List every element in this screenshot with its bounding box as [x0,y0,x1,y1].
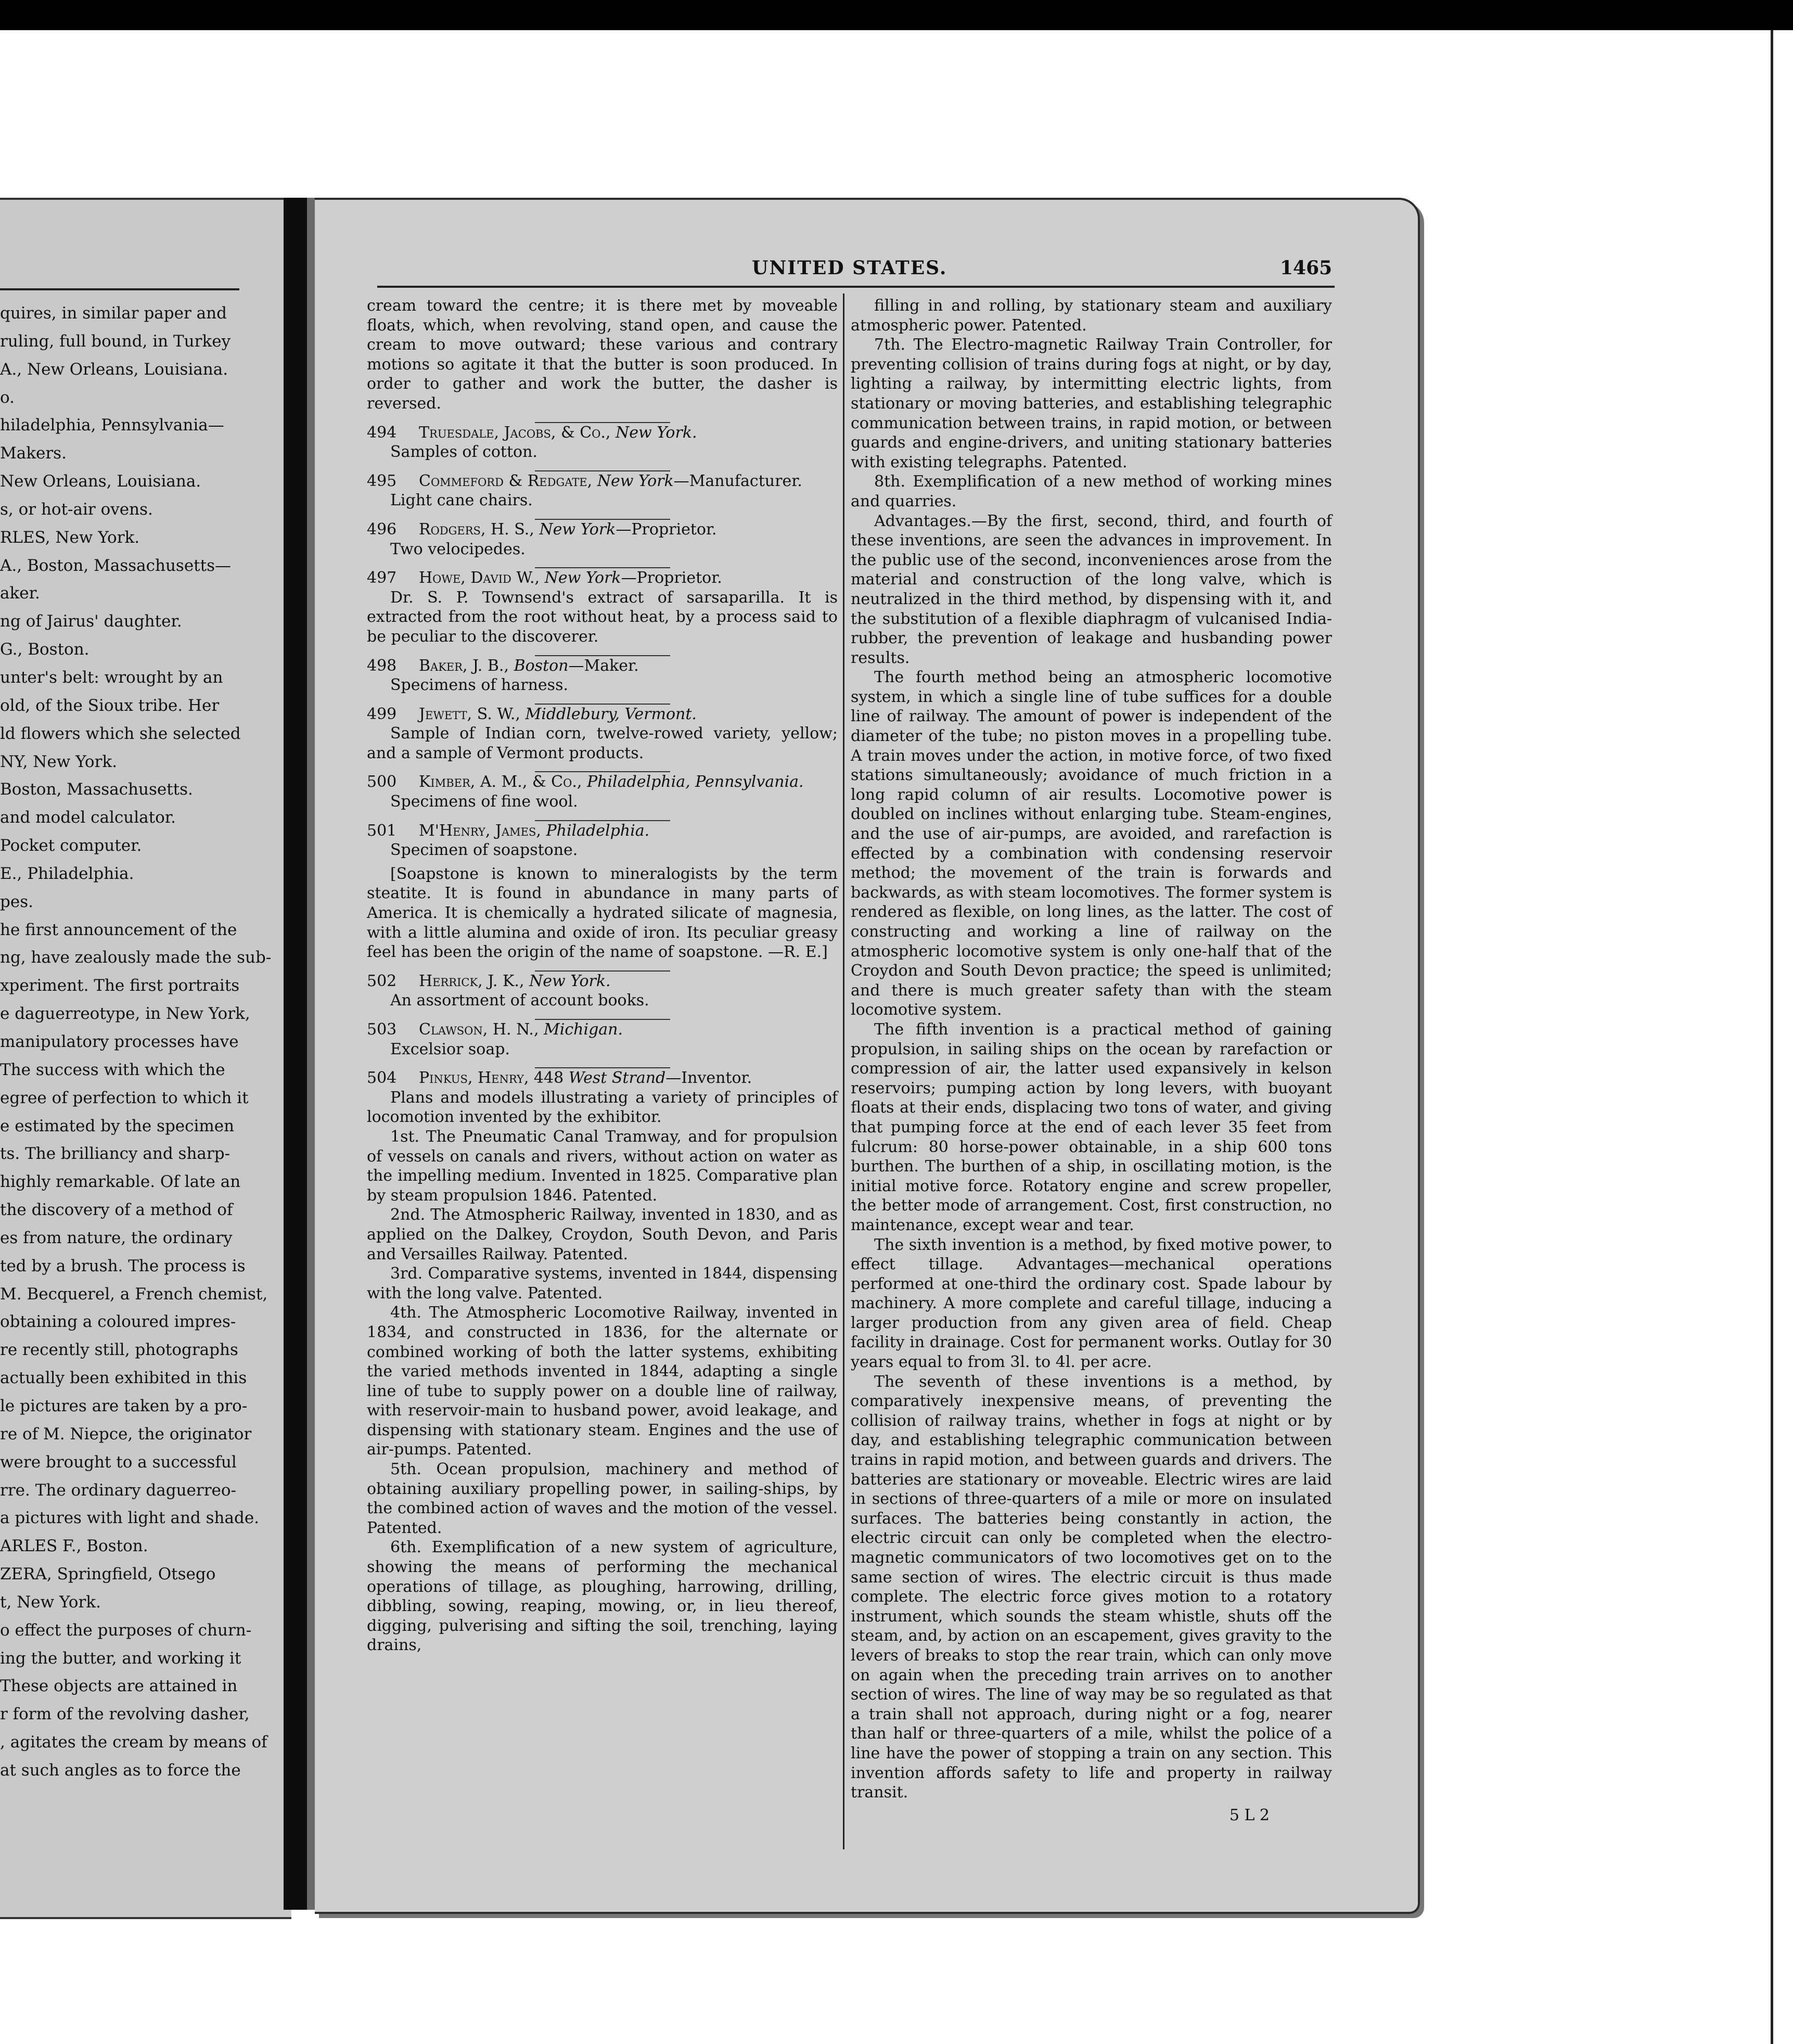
left-page-line: manipulatory processes have [0,1032,239,1051]
entry-number: 497 [367,569,397,587]
left-page-line: ARLES F., Boston. [0,1537,148,1556]
entry-number: 503 [367,1020,397,1039]
left-page-line: NY, New York. [0,752,118,771]
left-page-line: r form of the revolving dasher, [0,1705,250,1724]
left-page-line: M. Becquerel, a French chemist, [0,1284,268,1304]
left-column [367,296,838,1655]
invention-paragraph: 1st. The Pneumatic Canal Tramway, and for propulsion of vessels on canals and rivers, without action on water as the impelling medium. Invented in 1825. Comparative plan by steam propulsion 1846. Patented. [367,1127,838,1205]
exhibitor-place: West Strand [568,1069,666,1088]
exhibitor-place: New York [544,569,621,587]
page-title: UNITED STATES. [752,257,947,279]
left-page-line: unter's belt: wrought by an [0,668,223,687]
page-number: 1465 [1280,257,1333,279]
exhibitor-role: —Proprietor. [621,569,722,587]
text-paragraph: filling in and rolling, by stationary steam and auxiliary atmospheric power. Patented. [851,297,1332,335]
left-page-line: Pocket computer. [0,836,142,855]
exhibitor-name: Commeford & Redgate, [419,471,593,490]
entry-description: Specimen of soapstone. [390,841,578,860]
left-page-line: s, or hot-air ovens. [0,500,153,519]
right-column-paragraphs [851,296,1332,1803]
left-page-line: ts. The brilliancy and sharp- [0,1144,230,1164]
catalogue-entry [367,704,838,763]
left-page-line: egree of perfection to which it [0,1088,249,1107]
column-divider [843,293,844,1849]
entry-number: 504 [367,1069,397,1088]
exhibitor-name: Rodgers, H. S., [419,520,534,539]
catalogue-entry [367,422,838,462]
exhibitor-name: Pinkus, Henry, 448 [419,1069,564,1088]
entry-description: Dr. S. P. Townsend's extract of sarsaparilla. It is extracted from the root without heat, by a process said to be peculiar to the discoverer. [367,588,838,646]
entry-heading [367,772,838,792]
text-paragraph: The fifth invention is a practical method of gaining propulsion, in sailing ships on the ocean by rarefaction or compression of air, the latter used expansively in kelson reservoirs; pumping action by long levers, with buoyant floats at their ends, displacing two tons of water, and giving that pumping force at the end of each lever 35 feet from fulcrum: 80 horse-power obtainable, in a ship 600 tons burthen. The burthen of a ship, in oscillating motion, is the initial motive force. Rotatory engine and screw propeller, the better mode of arrangement. Cost, first construction, no maintenance, except wear and tear. [851,1020,1332,1234]
entry-description: Two velocipedes. [390,540,526,558]
exhibitor-place: Boston [514,656,569,675]
left-page-line: e daguerreotype, in New York, [0,1004,250,1024]
entry-description: Specimens of harness. [390,676,569,695]
left-page-line: Makers. [0,444,67,463]
entry-number: 495 [367,471,397,490]
exhibitor-name: Kimber, A. M., & Co., [419,773,582,791]
catalogue-entry [367,655,838,695]
left-page-line: ld flowers which she selected [0,724,241,743]
catalogue-entry [367,1067,838,1127]
book-spine [284,198,307,1910]
left-page-line: e estimated by the specimen [0,1116,235,1135]
invention-paragraph: 4th. The Atmospheric Locomotive Railway, invented in 1834, and constructed in 1836, for the alternate or combined working of both the latter systems, exhibiting the varied methods invented in 1844, adapting a single line of tube to supply power on a double line of railway, with reservoir-main to husband power, avoid leakage, and dispensing with stationary steam. Engines and the use of air-pumps. Patented. [367,1304,838,1459]
entry-heading [367,471,838,491]
exhibitor-role: —Maker. [568,656,639,675]
left-page-line: The success with which the [0,1060,225,1079]
left-page-line: ted by a brush. The process is [0,1256,246,1275]
entry-heading [367,568,838,588]
entry-heading [367,1020,838,1040]
text-paragraph: 7th. The Electro-magnetic Railway Train Controller, for preventing collision of trains during fogs at night, or by day, lighting a railway, by intermitting electric lights, from stationary or moving batteries, and establishing telegraphic communication between trains, in rapid motion, or between guards and engine-drivers, and uniting stationary batteries with existing telegraphs. Patented. [851,336,1332,471]
left-page-line: ZERA, Springfield, Otsego [0,1565,216,1584]
exhibitor-name: Baker, J. B., [419,656,509,675]
invention-paragraph: 2nd. The Atmospheric Railway, invented in 1830, and as applied on the Dalkey, Croydon, South Devon, and Paris and Versailles Railway. Patented. [367,1206,838,1263]
exhibitor-name: Howe, David W., [419,569,540,587]
text-paragraph: The seventh of these inventions is a method, by comparatively inexpensive means, of preventing the collision of railway trains, whether in fogs at night or by day, and establishing telegraphic communication between trains in rapid motion, and between guards and drivers. The batteries are stationary or moveable. Electric wires are laid in sections of three-quarters of a mile or more on insulated surfaces. The batteries being constantly in action, the electric circuit can only be completed when the electro-magnetic communicators of two locomotives get on to the same section of wires. The electric circuit is thus made complete. The electric force gives motion to a rotatory instrument, which sounds the steam whistle, shuts off the steam, and, by action on an escapement, gives gravity to the levers of breaks to stop the rear train, which can only move on again when the preceding train arrives on to another section of wires. The line of way may be so regulated as that a train shall not approach, during night or a fog, nearer than half or three-quarters of a mile, whilst the police of a line have the power of stopping a train on any section. This invention affords safety to life and property in railway transit. [851,1372,1332,1802]
previous-page-fragment [0,198,291,1919]
exhibitor-place: Michigan. [544,1020,623,1039]
text-paragraph: 8th. Exemplification of a new method of working mines and quarries. [851,472,1332,510]
entry-description: Light cane chairs. [390,491,533,510]
top-black-border [0,0,1793,30]
left-page-line: re recently still, photographs [0,1340,238,1360]
exhibitor-role: —Manufacturer. [673,471,802,490]
text-paragraph: The fourth method being an atmospheric locomotive system, in which a single line of tube suffices for a double line of railway. The amount of power is independent of the diameter of the tube; no piston moves in a propelling tube. A train moves under the action, in motive force, of two fixed stations simultaneously; avoidance of much friction in a long rapid column of air results. Locomotive power is doubled on inclines without enlarging tube. Steam-engines, and the use of air-pumps, are avoided, and rarefaction is effected by a combination with condensing reservoir method; the movement of the train is forwards and backwards, as with steam locomotives. The former system is rendered as flexible, on long lines, as the latter. The cost of constructing and working a line of railway on the atmospheric locomotive system is only one-half that of the Croydon and South Devon practice; the speed is unlimited; and there is much greater safety than with the steam locomotive system. [851,668,1332,1019]
entry-number: 499 [367,705,397,723]
left-page-line: G., Boston. [0,640,89,659]
entry-heading [367,520,838,540]
left-page-line: quires, in similar paper and [0,304,227,323]
left-page-line: he first announcement of the [0,920,237,939]
entry-number: 501 [367,821,397,840]
entry-heading [367,705,838,724]
entry-heading [367,656,838,676]
entry-description: Excelsior soap. [390,1040,510,1058]
catalogue-entry [367,820,838,962]
signature-mark: 5 L 2 [1229,1806,1270,1824]
invention-paragraph: 6th. Exemplification of a new system of agriculture, showing the means of performing the mechanical operations of tillage, as ploughing, harrowing, drilling, dibbling, sowing, reaping, mowing, or, in lieu thereof, digging, pulverising and sifting the soil, trenching, laying drains, [367,1538,838,1655]
left-page-line: ing the butter, and working it [0,1649,241,1668]
catalogue-entry [367,567,838,646]
exhibitor-name: Truesdale, Jacobs, & Co., [419,423,611,442]
page-header [315,257,1418,283]
left-page-line: ng of Jairus' daughter. [0,612,182,631]
entry-heading [367,423,838,443]
left-page-line: obtaining a coloured impres- [0,1312,236,1332]
left-page-line: A., New Orleans, Louisiana. [0,360,228,379]
left-page-line: were brought to a successful [0,1452,237,1472]
left-page-line: t, New York. [0,1592,101,1612]
entry-number: 500 [367,773,397,791]
left-page-line: re of M. Niepce, the originator [0,1424,252,1443]
left-page-line: , agitates the cream by means of [0,1733,267,1752]
left-page-line: actually been exhibited in this [0,1369,247,1388]
exhibitor-place: Philadelphia, Pennsylvania. [586,773,804,791]
text-paragraph: The sixth invention is a method, by fixed motive power, to effect tillage. Advantages—mechanical operations performed at one-third the ordinary cost. Spade labour by machinery. A more complete and careful tillage, inducing a larger production from any given area of field. Cheap facility in drainage. Cost for permanent works. Outlay for 30 years equal to from 3l. to 4l. per acre. [851,1235,1332,1372]
entry-heading [367,1068,838,1088]
left-page-line: New Orleans, Louisiana. [0,472,201,491]
entry-description: An assortment of account books. [390,991,649,1010]
entry-504-details [367,1127,838,1655]
entry-heading [367,821,838,841]
left-page-line: These objects are attained in [0,1677,238,1696]
left-page-line: a pictures with light and shade. [0,1509,260,1528]
entry-description: Sample of Indian corn, twelve-rowed variety, yellow; and a sample of Vermont products. [367,724,838,762]
left-page-line: RLES, New York. [0,528,140,547]
text-paragraph: Advantages.—By the first, second, third, and fourth of these inventions, are seen the advances in improvement. In the public use of the second, inconveniences arose from the material and construction of the long valve, which is neutralized in the third method, by dispensing with it, and the substitution of a flexible diaphragm of vulcanised India-rubber, the prevention of leakage and husbanding power results. [851,512,1332,667]
right-edge-line [1771,30,1773,2044]
exhibitor-place: New York [597,471,674,490]
left-page-line: ng, have zealously made the sub- [0,948,272,967]
entry-description: Samples of cotton. [390,443,537,462]
exhibitor-name: Clawson, H. N., [419,1020,539,1039]
left-page-line: rre. The ordinary daguerreo- [0,1480,237,1500]
entry-heading [367,972,838,991]
left-page-line: the discovery of a method of [0,1200,233,1220]
left-page-line: hiladelphia, Pennsylvania— [0,416,224,435]
left-page-line: pes. [0,892,33,911]
left-page-line: Boston, Massachusetts. [0,780,193,799]
left-page-line: o effect the purposes of churn- [0,1620,252,1640]
entry-description: Specimens of fine wool. [390,793,578,811]
left-page-line: A., Boston, Massachusetts— [0,556,231,575]
exhibitor-name: Jewett, S. W., [419,705,520,723]
exhibitor-name: Herrick, J. K., [419,972,524,990]
exhibitor-role: —Proprietor. [616,520,717,539]
exhibitor-place: Middlebury, Vermont. [525,705,697,723]
header-rule [377,286,1335,288]
exhibitor-place: New York. [615,423,697,442]
invention-paragraph: 3rd. Comparative systems, invented in 1844, dispensing with the long valve. Patented. [367,1264,838,1302]
continued-paragraph: cream toward the centre; it is there met by moveable floats, which, when revolving, stand open, and cause the cream to move outward; these various and contrary motions so agitate it that the butter is soon produced. In order to gather and work the butter, the dasher is reversed. [367,297,838,413]
left-page-line: ruling, full bound, in Turkey [0,331,231,351]
left-page-line: o. [0,388,15,407]
entry-number: 496 [367,520,397,539]
left-page-line: at such angles as to force the [0,1761,241,1780]
exhibitor-place: New York [539,520,616,539]
exhibitor-place: New York. [529,972,611,990]
right-column [851,296,1332,1825]
left-page-line: old, of the Sioux tribe. Her [0,696,220,715]
main-page [315,198,1420,1914]
catalogue-entry [367,771,838,811]
invention-paragraph: 5th. Ocean propulsion, machinery and method of obtaining auxiliary propelling power, in sailing-ships, by the combined action of waves and the motion of the vessel. Patented. [367,1460,838,1537]
left-header-rule [0,288,239,290]
exhibitor-role: —Inventor. [665,1069,752,1088]
left-page-line: es from nature, the ordinary [0,1228,233,1247]
left-page-line: E., Philadelphia. [0,864,134,883]
left-page-line: xperiment. The first portraits [0,976,240,995]
catalogue-entry [367,470,838,510]
catalogue-entry [367,970,838,1011]
catalogue-entry [367,1019,838,1059]
exhibitor-place: Philadelphia. [546,821,650,840]
entry-number: 494 [367,423,397,442]
left-page-line: and model calculator. [0,808,176,827]
entry-description: Plans and models illustrating a variety of principles of locomotion invented by the exhibitor. [367,1088,838,1127]
left-page-line: highly remarkable. Of late an [0,1172,241,1192]
entry-number: 502 [367,972,397,990]
left-page-line: le pictures are taken by a pro- [0,1397,248,1415]
entry-number: 498 [367,656,397,675]
catalogue-entries [367,422,838,1127]
editor-note: [Soapstone is known to mineralogists by the term steatite. It is found in abundance in many parts of America. It is chemically a hydrated silicate of magnesia, with a little alumina and oxide of iron. Its peculiar greasy feel has been the origin of the name of soapstone. —R. E.] [367,864,838,962]
exhibitor-name: M'Henry, James, [419,821,541,840]
left-page-line: aker. [0,584,40,603]
catalogue-entry [367,519,838,559]
